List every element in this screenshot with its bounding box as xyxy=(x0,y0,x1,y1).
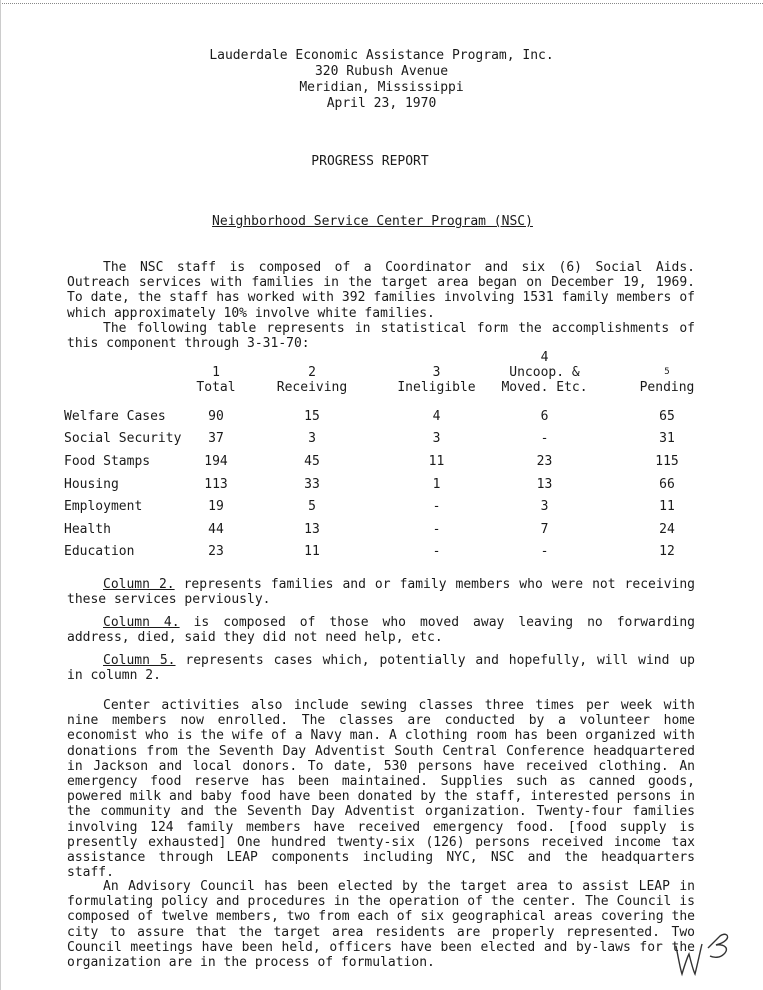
cell-total: 194 xyxy=(204,453,228,469)
cell-total: 90 xyxy=(208,408,224,424)
cell-ineligible: 4 xyxy=(432,408,441,424)
advisory-council-paragraph: An Advisory Council has been elected by the target area to assist LEAP in formulating policy and procedures in the operation of the center. The Council is composed of twelve members, two from each of six geographical areas covering the city to assure that the target area residents are properly represented. Two Council meetings have been held, officers have been elected and by-laws for the organization are in the process of formulation. xyxy=(67,879,695,971)
row-category: Housing xyxy=(64,476,119,492)
note-column-4 xyxy=(67,615,695,645)
cell-receiving: 45 xyxy=(304,453,320,469)
cell-total: 23 xyxy=(208,544,224,560)
intro-paragraph-2: The following table represents in statistical form the accomplishments of this component through 3-31-70: xyxy=(67,321,695,352)
header-col-5: 5 Pending xyxy=(639,367,695,395)
cell-ineligible: - xyxy=(432,521,441,537)
cell-ineligible: - xyxy=(432,544,441,560)
cell-receiving: 11 xyxy=(304,544,320,560)
note-text: is composed of those who moved away leaving no forwarding address, died, said they did not need help, etc. xyxy=(67,615,695,646)
left-scan-edge xyxy=(0,0,1,990)
report-title: PROGRESS REPORT xyxy=(311,154,429,169)
cell-uncoop: 23 xyxy=(536,453,553,469)
table-row xyxy=(64,541,732,564)
cell-uncoop: 7 xyxy=(540,521,549,537)
cell-pending: 115 xyxy=(655,453,679,469)
center-activities-paragraph: Center activities also include sewing classes three times per week with nine members now enrolled. The classes are conducted by a volunteer home economist who is the wife of a Navy man. A clothing room has been organized with donations from the Seventh Day Adventist South Central Conference headquartered in Jackson and local donors. To date, 530 persons have received clothing. An emergency food reserve has been maintained. Supplies such as canned goods, powered milk and baby food have been donated by the staff, interested persons in the community and the Seventh Day Adventist organization. Twenty-four families involving 124 family members have received emergency food. [food supply is presently exhausted] One hundred twenty-six (126) persons received income tax assistance through LEAP components including NYC, NSC and the headquarters staff. xyxy=(67,698,695,881)
report-date: April 23, 1970 xyxy=(326,96,437,111)
cell-pending: 11 xyxy=(659,499,675,515)
report-subtitle: Neighborhood Service Center Program (NSC) xyxy=(212,214,533,229)
cell-total: 19 xyxy=(208,499,224,515)
cell-receiving: 3 xyxy=(308,431,316,447)
cell-pending: 65 xyxy=(659,408,675,424)
row-category: Social Security xyxy=(64,431,182,447)
note-label: Column 2. xyxy=(103,577,175,592)
cell-uncoop: - xyxy=(540,544,549,560)
table-row xyxy=(64,495,732,518)
row-category: Health xyxy=(64,521,111,537)
org-street: 320 Rubush Avenue xyxy=(314,64,449,79)
letterhead xyxy=(0,48,763,112)
org-city: Meridian, Mississippi xyxy=(299,80,464,95)
row-category: Employment xyxy=(64,499,143,515)
cell-receiving: 5 xyxy=(308,499,316,515)
org-name: Lauderdale Economic Assistance Program, Inc. xyxy=(209,48,554,63)
cell-total: 37 xyxy=(208,431,224,447)
cell-ineligible: 11 xyxy=(428,453,445,469)
table-row xyxy=(64,518,732,541)
row-category: Education xyxy=(64,544,135,560)
cell-pending: 66 xyxy=(659,476,675,492)
table-row xyxy=(64,428,732,451)
cell-ineligible: 3 xyxy=(432,431,441,447)
cell-pending: 24 xyxy=(659,521,675,537)
note-column-2 xyxy=(67,577,695,607)
note-column-5 xyxy=(67,653,695,683)
cell-uncoop: - xyxy=(540,431,549,447)
row-category: Welfare Cases xyxy=(64,408,166,424)
table-row xyxy=(64,473,732,496)
cell-receiving: 33 xyxy=(304,476,320,492)
note-text: represents cases which, potentially and hopefully, will wind up in column 2. xyxy=(67,653,695,684)
cell-uncoop: 6 xyxy=(540,408,549,424)
note-label: Column 5. xyxy=(103,653,176,668)
cell-uncoop: 13 xyxy=(536,476,553,492)
note-text: represents families and or family members who were not receiving these services perviously. xyxy=(67,577,695,608)
page-top-border xyxy=(0,3,763,4)
cell-ineligible: - xyxy=(432,499,441,515)
cell-total: 113 xyxy=(204,476,228,492)
cell-uncoop: 3 xyxy=(540,499,549,515)
note-label: Column 4. xyxy=(103,615,180,630)
table-header-row xyxy=(64,350,732,405)
cell-pending: 12 xyxy=(659,544,675,560)
intro-paragraph-1: The NSC staff is composed of a Coordinator and six (6) Social Aids. Outreach services with families in the target area began on December 19, 1969. To date, the staff has worked with 392 families involving 1531 family members of which approximately 10% involve white families. xyxy=(67,260,695,321)
cell-receiving: 15 xyxy=(304,408,320,424)
header-col-3: 3 Ineligible xyxy=(397,365,476,395)
header-col-4: 4 Uncoop. & Moved. Etc. xyxy=(501,350,588,395)
header-blank xyxy=(64,350,194,405)
header-col-2: 2 Receiving xyxy=(276,365,348,395)
cell-ineligible: 1 xyxy=(432,476,441,492)
table-row xyxy=(64,405,732,428)
table-row xyxy=(64,450,732,473)
statistics-table xyxy=(64,350,732,563)
cell-total: 44 xyxy=(208,521,224,537)
row-category: Food Stamps xyxy=(64,453,151,469)
header-col-1: 1 Total xyxy=(196,365,236,395)
handwritten-initials xyxy=(672,928,752,978)
cell-pending: 31 xyxy=(659,431,675,447)
cell-receiving: 13 xyxy=(304,521,320,537)
